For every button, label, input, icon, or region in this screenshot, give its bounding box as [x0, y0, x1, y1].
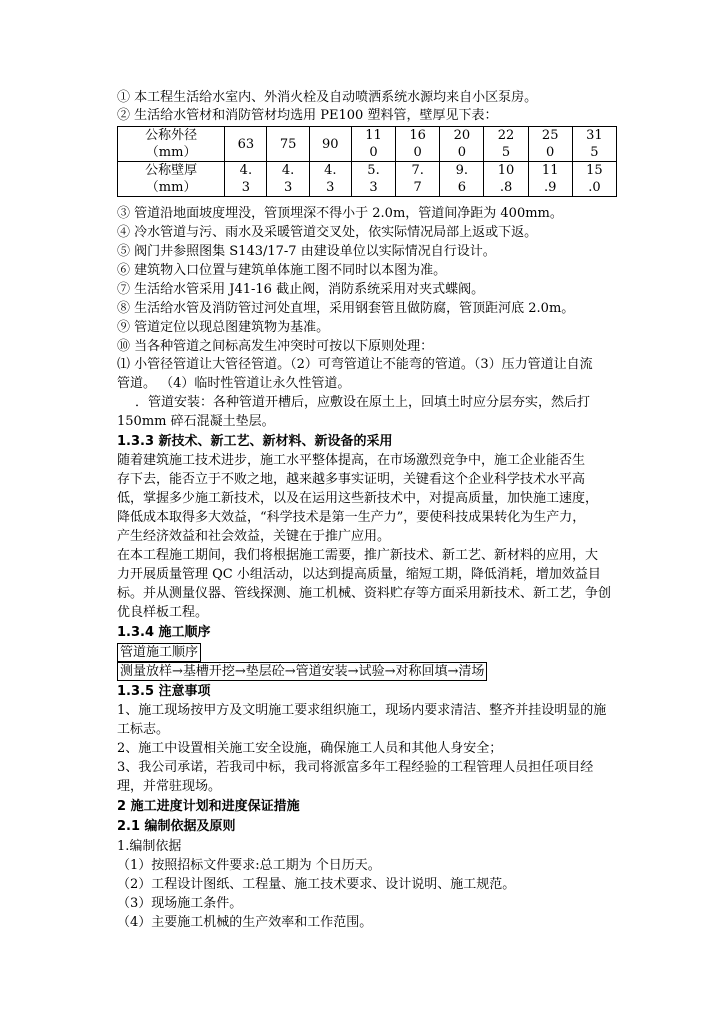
chapter-heading-2: 2 施工进度计划和进度保证措施 [117, 799, 300, 814]
table-cell: 4. 3 [267, 162, 309, 197]
precaution-line: 2、施工中设置相关施工安全设施，确保施工人员和其他人身安全； [117, 741, 503, 756]
section-heading-2-1: 2.1 编制依据及原则 [117, 819, 236, 834]
table-cell: 9. 6 [440, 162, 484, 197]
table-row [118, 162, 617, 197]
precaution-line: 1、施工现场按甲方及文明施工要求组织施工，现场内要求清洁、整齐并挂设明显的施 [117, 703, 607, 718]
paragraph-line: 标。并从测量仪器、管线探测、施工机械、资料贮存等方面采用新技术、新工艺，争创 [117, 586, 612, 601]
table-row [118, 127, 617, 162]
note-item-8: ⑧ 生活给水管及消防管过河处直埋，采用钢套管且做防腐，管顶距河底 2.0m。 [117, 301, 575, 316]
paragraph-line: 产生经济效益和社会效益，关键在于推广应用。 [117, 529, 391, 544]
basis-line: 1.编制依据 [117, 839, 182, 854]
note-item-6: ⑥ 建筑物入口位置与建筑单体施工图不同时以本图为准。 [117, 263, 447, 278]
table-cell: 25 0 [528, 127, 572, 162]
section-heading-1-3-4: 1.3.4 施工顺序 [117, 625, 211, 640]
table-cell: 20 0 [440, 127, 484, 162]
table-cell: 5. 3 [351, 162, 395, 197]
section-heading-1-3-3: 1.3.3 新技术、新工艺、新材料、新设备的采用 [117, 434, 393, 449]
note-item-2: ② 生活给水管材和消防管材均选用 PE100 塑料管，壁厚见下表： [117, 108, 498, 123]
note-item-5: ⑤ 阀门井参照图集 S143/17-7 由建设单位以实际情况自行设计。 [117, 244, 496, 259]
table-cell: 22 5 [484, 127, 528, 162]
basis-line: （1）按照招标文件要求:总工期为 个日历天。 [117, 858, 381, 873]
paragraph-line: 在本工程施工期间，我们将根据施工需要，推广新技术、新工艺、新材料的应用，大 [117, 548, 599, 563]
note-item-1: ① 本工程生活给水室内、外消火栓及自动喷洒系统水源均来自小区泵房。 [117, 90, 538, 105]
table-cell: 16 0 [396, 127, 440, 162]
conflict-rule-line: 管道。 （4）临时性管道让永久性管道。 [117, 376, 351, 391]
table-cell: 75 [267, 127, 309, 162]
table-cell: 11 0 [351, 127, 395, 162]
pipe-install-line: ．管道安装：各种管道开槽后，应敷设在原土上，回填土时应分层夯实，然后打 [135, 395, 591, 410]
basis-line: （2）工程设计图纸、工程量、施工技术要求、设计说明、施工规范。 [117, 877, 516, 892]
construction-sequence-title: 管道施工顺序 [117, 643, 201, 662]
table-cell: 15 .0 [572, 162, 616, 197]
paragraph-line: 降低成本取得多大效益，“科学技术是第一生产力”，要使科技成果转化为生产力， [117, 510, 586, 525]
note-item-4: ④ 冷水管道与污、雨水及采暖管道交叉处，依实际情况局部上返或下返。 [117, 225, 538, 240]
paragraph-line: 低，掌握多少施工新技术，以及在运用这些新技术中，对提高质量，加快施工速度， [117, 491, 599, 506]
table-header-cell: 公称壁厚 （mm） [118, 162, 225, 197]
note-item-7: ⑦ 生活给水管采用 J41-16 截止阀，消防系统采用对夹式蝶阀。 [117, 282, 485, 297]
precaution-line: 工标志。 [117, 722, 170, 737]
basis-line: （4）主要施工机械的生产效率和工作范围。 [117, 915, 373, 930]
table-cell: 63 [225, 127, 267, 162]
table-cell: 11 .9 [528, 162, 572, 197]
table-cell: 90 [309, 127, 351, 162]
table-cell: 7. 7 [396, 162, 440, 197]
pipe-wall-thickness-table [117, 126, 617, 197]
table-cell: 4. 3 [309, 162, 351, 197]
table-cell: 31 5 [572, 127, 616, 162]
precaution-line: 理，并常驻现场。 [117, 779, 222, 794]
paragraph-line: 存下去，能否立于不败之地，越来越多事实证明，关键看这个企业科学技术水平高 [117, 472, 586, 487]
table-cell: 4. 3 [225, 162, 267, 197]
table-header-cell: 公称外径 （mm） [118, 127, 225, 162]
note-item-9: ⑨ 管道定位以现总图建筑物为基准。 [117, 320, 330, 335]
basis-line: （3）现场施工条件。 [117, 896, 243, 911]
precaution-line: 3、我公司承诺，若我司中标，我司将派富多年工程经验的工程管理人员担任项目经 [117, 760, 594, 775]
pipe-install-line: 150mm 碎石混凝土垫层。 [117, 414, 275, 429]
table-cell: 10 .8 [484, 162, 528, 197]
note-item-3: ③ 管道沿地面坡度埋没，管顶埋深不得小于 2.0m，管道间净距为 400mm。 [117, 206, 563, 221]
note-item-10: ⑩ 当各种管道之间标高发生冲突时可按以下原则处理： [117, 339, 434, 354]
paragraph-line: 力开展质量管理 QC 小组活动，以达到提高质量，缩短工期，降低消耗，增加效益目 [117, 567, 601, 582]
conflict-rule-line: ⑴ 小管径管道让大管径管道。（2）可弯管道让不能弯的管道。（3）压力管道让自流 [117, 357, 593, 372]
paragraph-line: 随着建筑施工技术进步，施工水平整体提高，在市场激烈竞争中，施工企业能否生 [117, 453, 586, 468]
section-heading-1-3-5: 1.3.5 注意事项 [117, 684, 211, 699]
paragraph-line: 优良样板工程。 [117, 605, 209, 620]
construction-sequence-flow: 测量放样→基槽开挖→垫层砼→管道安装→试验→对称回填→清场 [117, 662, 487, 681]
